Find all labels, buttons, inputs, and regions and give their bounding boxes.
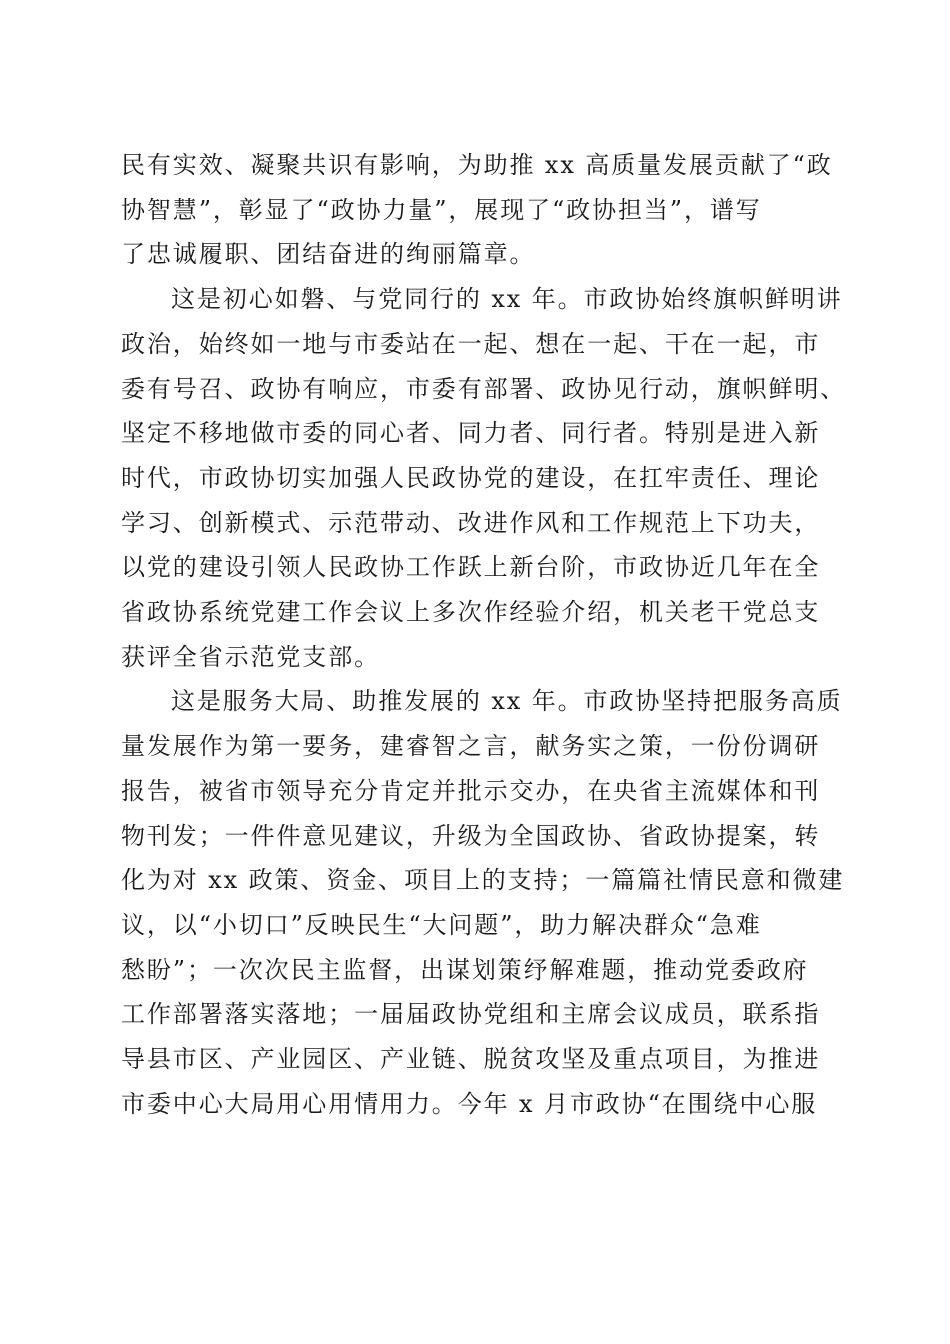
text-line: 工作部署落实落地；一届届政协党组和主席会议成员，联系指 [121,1000,821,1029]
text-line: 这是服务大局、助推发展的 xx 年。市政协坚持把服务高质 [171,687,843,716]
text-line: 民有实效、凝聚共识有影响，为助推 xx 高质量发展贡献了“政 [121,151,833,179]
text-line: 议，以“小切口”反映民生“大问题”，助力解决群众“急难 [121,910,762,939]
text-line: 导县市区、产业园区、产业链、脱贫攻坚及重点项目，为推进 [121,1045,821,1074]
text-line: 报告，被省市领导充分肯定并批示交办，在央省主流媒体和刊 [121,776,821,805]
text-line: 委有号召、政协有响应，市委有部署、政协见行动，旗帜鲜明、 [121,374,847,403]
text-line: 市委中心大局用心用情用力。今年 x 月市政协“在围绕中心服 [121,1089,818,1118]
text-line: 坚定不移地做市委的同心者、同力者、同行者。特别是进入新 [121,419,821,448]
text-line: 省政协系统党建工作会议上多次作经验介绍，机关老干党总支 [121,598,821,627]
text-line: 学习、创新模式、示范带动、改进作风和工作规范上下功夫， [121,508,821,537]
text-line: 获评全省示范党支部。 [121,642,380,671]
text-line: 协智慧”，彰显了“政协力量”，展现了“政协担当”，谱写 [121,195,762,224]
text-line: 以党的建设引领人民政协工作跃上新台阶，市政协近几年在全 [121,553,821,582]
text-line: 化为对 xx 政策、资金、项目上的支持；一篇篇社情民意和微建 [121,866,845,895]
document-body [121,143,847,1126]
text-line: 了忠诚履职、团结奋进的绚丽篇章。 [121,240,536,269]
text-line: 这是初心如磐、与党同行的 xx 年。市政协始终旗帜鲜明讲 [171,285,843,314]
text-line: 愁盼”；一次次民主监督，出谋划策纾解难题，推动党委政府 [121,955,809,984]
text-line: 时代，市政协切实加强人民政协党的建设，在扛牢责任、理论 [121,463,821,492]
text-line: 量发展作为第一要务，建睿智之言，献务实之策，一份份调研 [121,732,821,761]
text-line: 物刊发；一件件意见建议，升级为全国政协、省政协提案，转 [121,821,821,850]
text-line: 政治，始终如一地与市委站在一起、想在一起、干在一起，市 [121,329,821,358]
